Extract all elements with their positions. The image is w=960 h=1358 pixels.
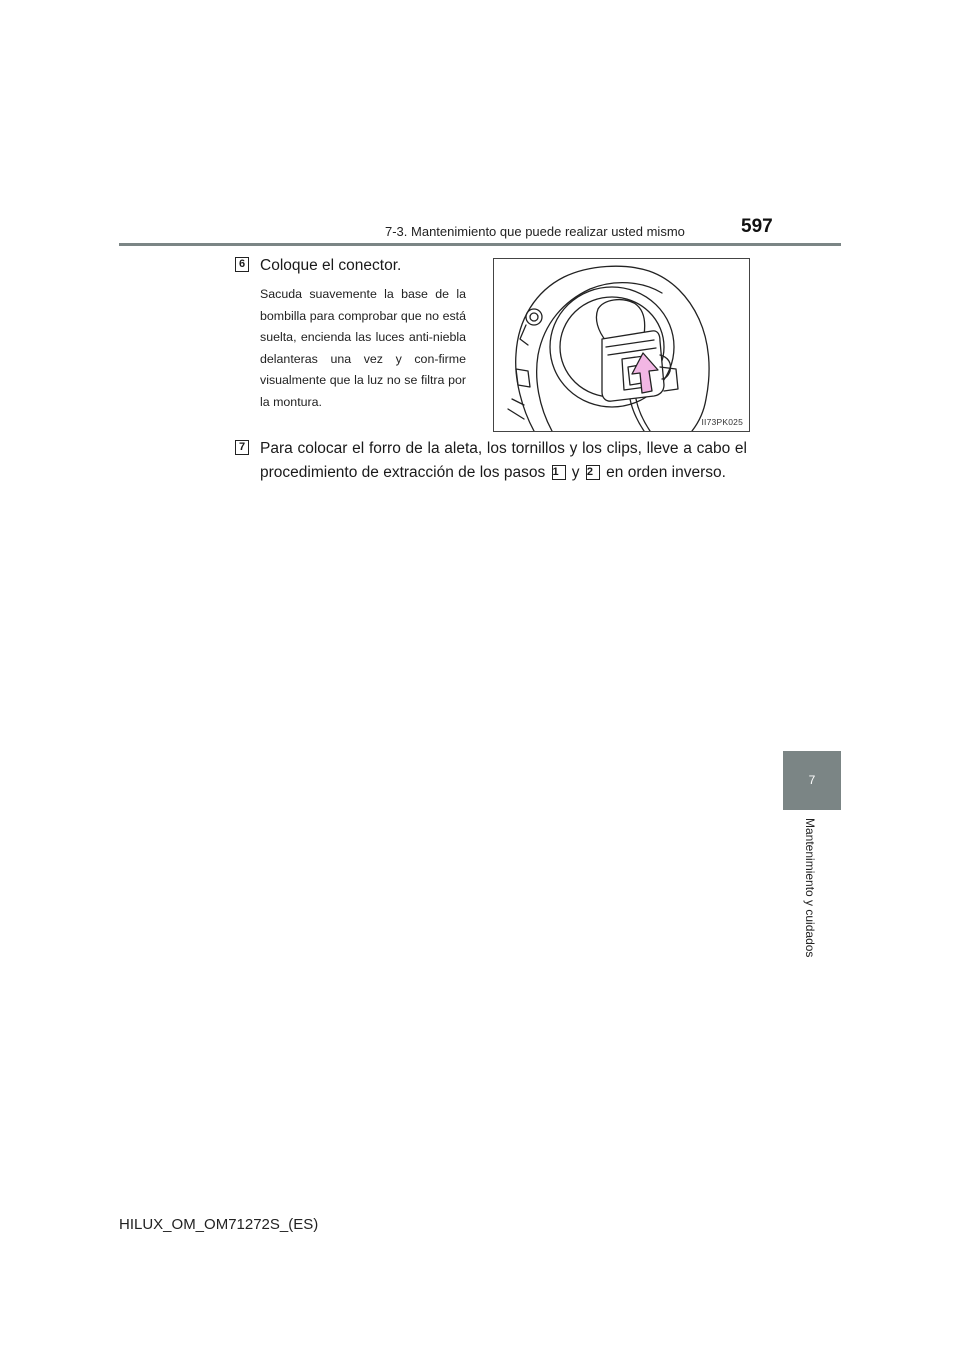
step-6-title: Coloque el conector. xyxy=(260,257,402,274)
header-section-title: 7-3. Mantenimiento que puede realizar usted mismo xyxy=(385,224,685,239)
chapter-title: Mantenimiento y cuidados xyxy=(803,818,817,958)
connector-illustration xyxy=(493,258,750,432)
step-6-badge: 6 xyxy=(235,257,249,272)
step-6-description: Sacuda suavemente la base de la bombilla para comprobar que no está suelta, encienda las luces anti-niebla delanteras una vez y con-firme visualmente que la luz no se filtra por la montura. xyxy=(260,287,466,409)
chapter-tab: 7 xyxy=(783,751,841,810)
page-number: 597 xyxy=(741,216,773,237)
header-rule xyxy=(119,243,841,246)
figure-code: II73PK025 xyxy=(701,417,743,427)
step-7-text-middle: y xyxy=(567,464,584,481)
step-7-text-before: Para colocar el forro de la aleta, los tornillos y los clips, lleve a cabo el procedimiento de extracción de los pasos xyxy=(260,440,747,481)
step-7-badge: 7 xyxy=(235,440,249,455)
step-7-text-after: en orden inverso. xyxy=(601,464,726,481)
step-ref-1: 1 xyxy=(552,465,566,480)
step-ref-2: 2 xyxy=(586,465,600,480)
footer-document-code: HILUX_OM_OM71272S_(ES) xyxy=(119,1216,319,1233)
fog-light-connector-drawing xyxy=(494,259,749,431)
step-7-text xyxy=(260,437,747,485)
